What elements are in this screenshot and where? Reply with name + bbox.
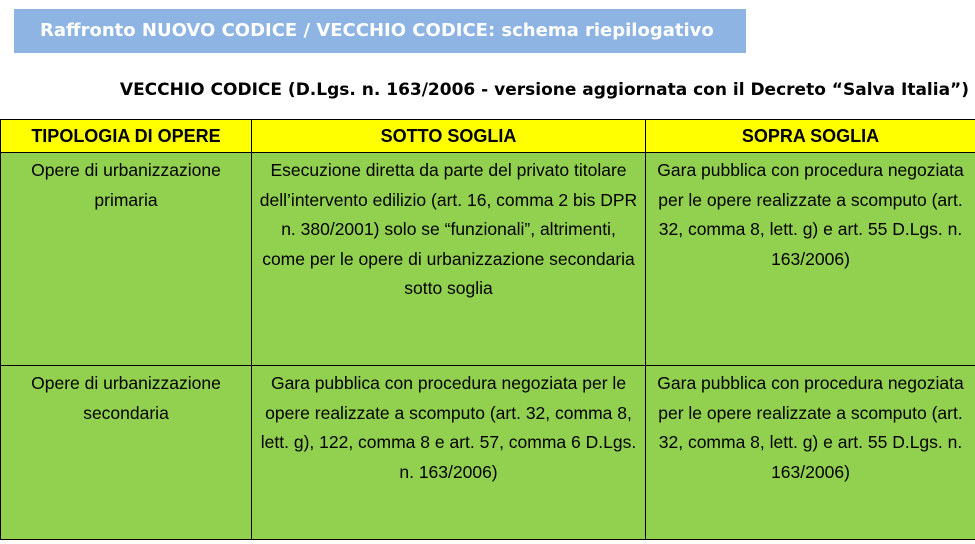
table-row xyxy=(1,366,975,540)
cell-tipologia: Opere di urbanizzazione primaria xyxy=(1,153,252,366)
cell-sotto-soglia: Gara pubblica con procedura negoziata per le opere realizzate a scomputo (art. 32, comma 8, lett. g), 122, comma 8 e art. 57, comma 6 D.Lgs. n. 163/2006) xyxy=(252,366,646,540)
cell-sotto-soglia: Esecuzione diretta da parte del privato titolare dell’intervento edilizio (art. 16, comma 2 bis DPR n. 380/2001) solo se “funzionali”, altrimenti, come per le opere di urbanizzazione secondaria sotto soglia xyxy=(252,153,646,366)
slide-title-banner: Raffronto NUOVO CODICE / VECCHIO CODICE: schema riepilogativo xyxy=(14,9,746,53)
cell-sopra-soglia: Gara pubblica con procedura negoziata per le opere realizzate a scomputo (art. 32, comma 8, lett. g) e art. 55 D.Lgs. n. 163/2006) xyxy=(646,366,975,540)
cell-sopra-soglia: Gara pubblica con procedura negoziata per le opere realizzate a scomputo (art. 32, comma 8, lett. g) e art. 55 D.Lgs. n. 163/2006) xyxy=(646,153,975,366)
header-sopra-soglia: SOPRA SOGLIA xyxy=(646,120,975,153)
header-tipologia: TIPOLOGIA DI OPERE xyxy=(1,120,252,153)
table-row xyxy=(1,153,975,366)
header-sotto-soglia: SOTTO SOGLIA xyxy=(252,120,646,153)
cell-tipologia: Opere di urbanizzazione secondaria xyxy=(1,366,252,540)
section-subtitle: VECCHIO CODICE (D.Lgs. n. 163/2006 - versione aggiornata con il Decreto “Salva Italia”) xyxy=(119,80,969,100)
comparison-table xyxy=(0,119,975,540)
table-header-row xyxy=(1,120,975,153)
